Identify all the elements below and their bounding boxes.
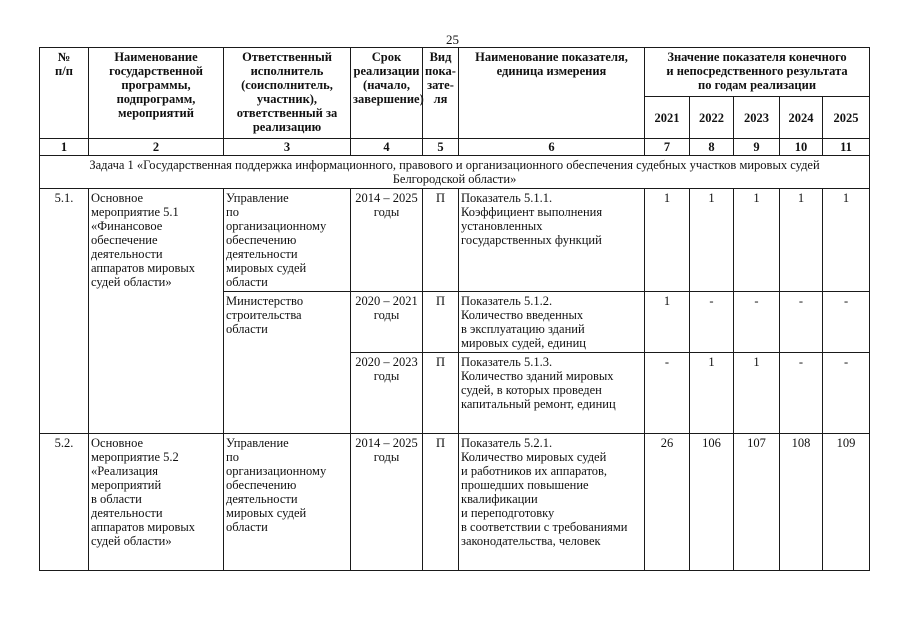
column-number: 5 [423,139,459,156]
header-name: Наименование государственной программы, подпрограмм, мероприятий [89,48,224,139]
indicator-name: Показатель 5.1.2. Количество введенных в эксплуатацию зданий мировых судей, единиц [459,292,645,353]
year-2021: 2021 [645,97,690,139]
header-row [40,48,870,97]
indicator-type: П [423,434,459,571]
year-2023: 2023 [734,97,780,139]
header-executor: Ответственный исполнитель (соисполнитель, участник), ответственный за реализацию [224,48,351,139]
value-2023: 107 [734,434,780,571]
value-2022: 1 [690,353,734,434]
value-2024: - [780,292,823,353]
value-2024: 1 [780,189,823,292]
indicator-name: Показатель 5.2.1. Количество мировых судей и работников их аппаратов, прошедших повышение квалификации и переподготовку в соответствии с требованиями законодательства, человек [459,434,645,571]
indicator-name: Показатель 5.1.1. Коэффициент выполнения установленных государственных функций [459,189,645,292]
column-number: 8 [690,139,734,156]
column-number: 10 [780,139,823,156]
value-2021: 1 [645,292,690,353]
executor: Управление по организационному обеспечению деятельности мировых судей области [224,434,351,571]
value-2025: - [823,353,870,434]
executor: Министерство строительства области [224,292,351,434]
header-values: Значение показателя конечного и непосредственного результата по годам реализации [645,48,870,97]
header-term: Срок реализации (начало, завершение) [351,48,423,139]
column-number: 7 [645,139,690,156]
header-num: № п/п [40,48,89,139]
column-number: 4 [351,139,423,156]
value-2022: 1 [690,189,734,292]
column-number: 9 [734,139,780,156]
indicator-type: П [423,189,459,292]
header-indicator: Наименование показателя, единица измерения [459,48,645,139]
activity-name: Основное мероприятие 5.2 «Реализация мероприятий в области деятельности аппаратов мировых судей области» [89,434,224,571]
value-2022: - [690,292,734,353]
table-row [40,189,870,292]
year-2024: 2024 [780,97,823,139]
value-2021: 1 [645,189,690,292]
term: 2020 – 2023 годы [351,353,423,434]
value-2024: - [780,353,823,434]
term: 2020 – 2021 годы [351,292,423,353]
value-2025: 1 [823,189,870,292]
term: 2014 – 2025 годы [351,189,423,292]
header-type: Вид пока- зате- ля [423,48,459,139]
year-2022: 2022 [690,97,734,139]
row-number: 5.1. [40,189,89,434]
program-table [39,47,870,571]
activity-name: Основное мероприятие 5.1 «Финансовое обеспечение деятельности аппаратов мировых судей области» [89,189,224,434]
executor: Управление по организационному обеспечению деятельности мировых судей области [224,189,351,292]
value-2025: - [823,292,870,353]
task-row [40,156,870,189]
year-2025: 2025 [823,97,870,139]
value-2021: - [645,353,690,434]
column-number: 11 [823,139,870,156]
column-number: 6 [459,139,645,156]
indicator-type: П [423,292,459,353]
value-2023: 1 [734,189,780,292]
value-2024: 108 [780,434,823,571]
column-number: 2 [89,139,224,156]
value-2023: 1 [734,353,780,434]
task-title: Задача 1 «Государственная поддержка информационного, правового и организационного обеспечения судебных участков мировых судей Белгородской области» [40,156,870,189]
value-2021: 26 [645,434,690,571]
page-number: 25 [446,32,459,47]
column-numbers-row [40,139,870,156]
row-number: 5.2. [40,434,89,571]
value-2025: 109 [823,434,870,571]
value-2022: 106 [690,434,734,571]
table-row [40,434,870,571]
term: 2014 – 2025 годы [351,434,423,571]
value-2023: - [734,292,780,353]
column-number: 3 [224,139,351,156]
indicator-type: П [423,353,459,434]
column-number: 1 [40,139,89,156]
indicator-name: Показатель 5.1.3. Количество зданий мировых судей, в которых проведен капитальный ремонт, единиц [459,353,645,434]
